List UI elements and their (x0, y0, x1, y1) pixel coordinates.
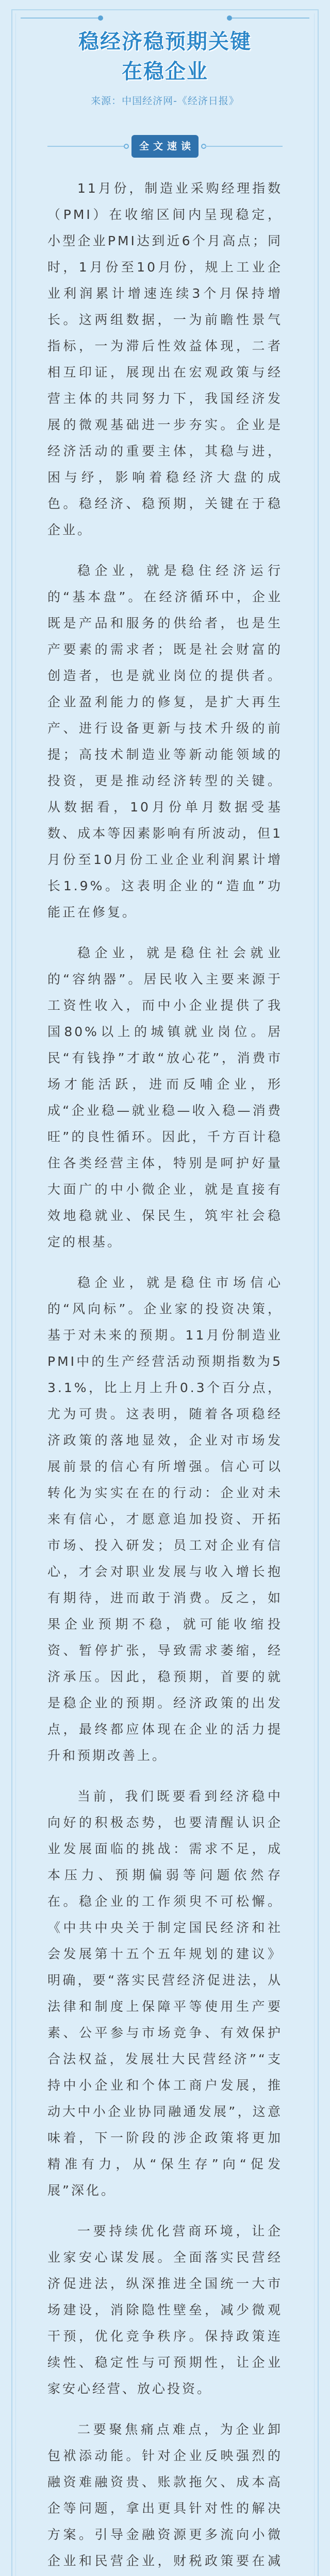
article-paragraph: 稳企业，就是稳住社会就业的“容纳器”。居民收入主要来源于工资性收入，而中小企业提供了我国80%以上的城镇就业岗位。居民“有钱挣”才敢“放心花”，消费市场才能活跃，进而反哺企业，形成“企业稳—就业稳—收入稳—消费旺”的良性循环。因此，千方百计稳住各类经营主体，特别是呵护好量大面广的中小微企业，就是直接有效地稳就业、保民生，筑牢社会稳定的根基。 (47, 945, 283, 1249)
article-source: 来源：中国经济网-《经济日报》 (91, 95, 239, 107)
article-paragraph: 二要聚焦痛点难点，为企业卸包袱添动能。针对企业反映强烈的融资难融资贵、账款拖欠、成本高企等问题，拿出更具针对性的解决方案。引导金融资源更多流向小微企业和民营企业，财税政策要在减 (47, 2422, 283, 2568)
section-banner (0, 135, 330, 158)
article-title-line-2: 在稳企业 (122, 60, 208, 83)
article-paragraph: 11月份，制造业采购经理指数（PMI）在收缩区间内呈现稳定，小型企业PMI达到近6个月高点；同时，1月份至10月份，规上工业企业利润累计增速连续3个月保持增长。这两组数据，一为前瞻性景气指标，一为滞后性效益体现，二者相互印证，展现出在宏观政策与经营主体的共同努力下，我国经济发展的微观基础进一步夯实。企业是经济活动的重要主体，其稳与进，困与纾，影响着稳经济大盘的成色。稳经济、稳预期，关键在于稳企业。 (47, 181, 283, 537)
header-decoration-dot-left (98, 15, 103, 21)
article-paragraph: 稳企业，就是稳住市场信心的“风向标”。企业家的投资决策，基于对未来的预期。11月份制造业PMI中的生产经营活动预期指数为53.1%，比上月上升0.3个百分点，尤为可贵。这表明，随着各项稳经济政策的落地显效，企业对市场发展前景的信心有所增强。信心可以转化为实实在在的行动：企业对未来有信心，才愿意追加投资、开拓市场、投入研发；员工对企业有信心，才会对职业发展与收入增长抱有期待，进而敢于消费。反之，如果企业预期不稳，就可能收缩投资、暂停扩张，导致需求萎缩，经济承压。因此，稳预期，首要的就是稳企业的预期。经济政策的出发点，最终都应体现在企业的活力提升和预期改善上。 (47, 1275, 283, 1763)
header-decoration-line-right (232, 18, 309, 19)
banner-divider-right (205, 146, 283, 147)
article-body (47, 175, 283, 2576)
article-title-line-1: 稳经济稳预期关键 (78, 30, 252, 54)
article-paragraph: 稳企业，就是稳住经济运行的“基本盘”。在经济循环中，企业既是产品和服务的供给者，也是生产要素的需求者；既是社会财富的创造者，也是就业岗位的提供者。企业盈利能力的修复，是扩大再生产、进行设备更新与技术升级的前提；高技术制造业等新动能领域的投资，更是推动经济转型的关键。从数据看，10月份单月数据受基数、成本等因素影响有所波动，但1月份至10月份工业企业利润累计增长1.9%。这表明企业的“造血”功能正在修复。 (47, 563, 283, 920)
article-paragraph: 当前，我们既要看到经济稳中向好的积极态势，也要清醒认识企业发展面临的挑战：需求不足，成本压力、预期偏弱等问题依然存在。稳企业的工作须臾不可松懈。《中共中央关于制定国民经济和社会发展第十五个五年规划的建议》明确，要“落实民营经济促进法，从法律和制度上保障平等使用生产要素、公平参与市场竞争、有效保护合法权益，发展壮大民营经济”“支持中小企业和个体工商户发展，推动大中小企业协同融通发展”，这意味着，下一阶段的涉企政策将更加精准有力，从“保生存”向“促发展”深化。 (47, 1789, 283, 2198)
article-paragraph: 一要持续优化营商环境，让企业家安心谋发展。全面落实民营经济促进法，纵深推进全国统一大市场建设，消除隐性壁垒，减少微观干预，优化竞争秩序。保持政策连续性、稳定性与可预期性，让企业家安心经营、放心投资。 (47, 2224, 283, 2396)
header-decoration-line-left (21, 18, 98, 19)
banner-dot-left (124, 144, 129, 149)
banner-divider-left (47, 146, 125, 147)
article-header (0, 27, 330, 108)
header-decoration-dot-right (227, 15, 232, 21)
section-label: 全文速读 (131, 135, 199, 158)
